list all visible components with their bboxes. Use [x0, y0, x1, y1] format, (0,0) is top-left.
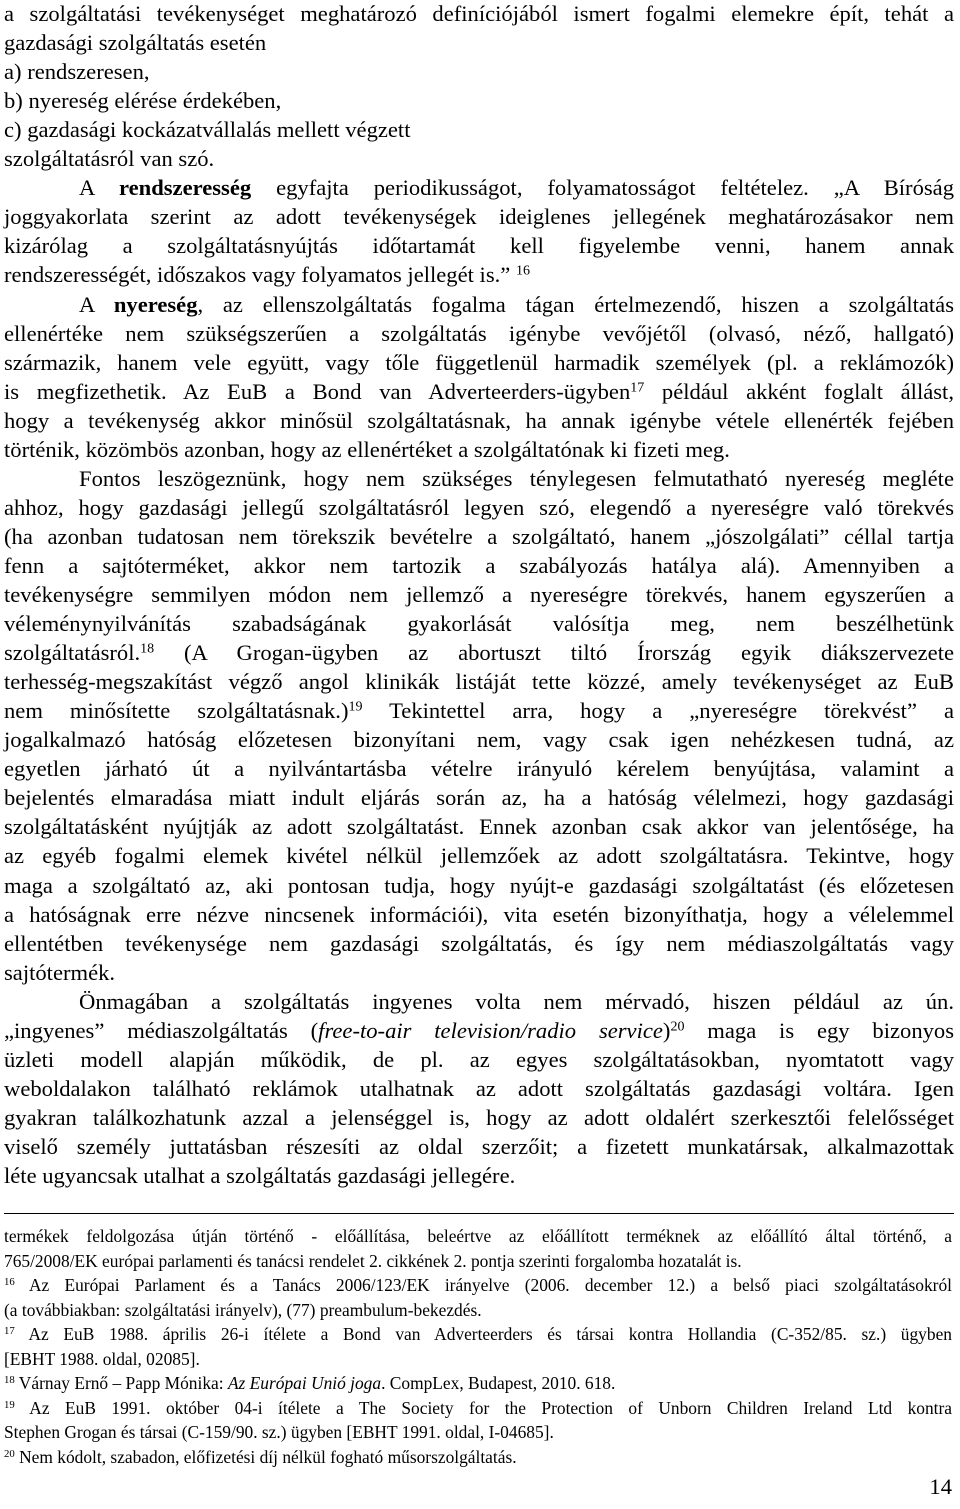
text-run: véleménynyilvánítás szabadságának gyakorlását valósítja meg, nem beszélhetünk: [4, 611, 954, 637]
text-run: nem minősítette szolgáltatásnak.): [4, 698, 349, 724]
text-run: gazdasági szolgáltatás esetén: [4, 30, 267, 56]
text-run: Stephen Grogan és társai (C-159/90. sz.) ügyben [EBHT 1991. oldal, I-04685].: [4, 1422, 554, 1442]
paragraph-line: [4, 930, 954, 958]
paragraph-line: [4, 378, 954, 406]
text-run: a szolgáltatási tevékenységet meghatározó definíciójából ismert fogalmi elemekre épít, tehát a: [4, 1, 954, 26]
paragraph-line: [4, 755, 954, 783]
bold-term: nyereség: [113, 291, 198, 317]
text-run: , az ellenszolgáltatás fogalma tágan értelmezendő, hiszen a szolgáltatás: [197, 291, 954, 317]
text-run: üzleti modell alapján működik, de pl. az egyes szolgáltatásokban, nyomtatott vagy: [4, 1046, 954, 1072]
text-run: 765/2008/EK európai parlamenti és tanácsi rendelet 2. cikkének 2. pontja szerinti forgalomba hozatalát is.: [4, 1250, 742, 1271]
paragraph-line: [4, 203, 954, 231]
paragraph-line: [4, 261, 530, 289]
text-run: terhesség-megszakítást végző angol klinikák listáját tette közzé, amely tevékenységet az EuB: [4, 669, 954, 695]
text-run: weboldalakon található reklámok utalhatnak az adott szolgáltatás gazdasági voltára. Igen: [4, 1075, 954, 1101]
text-run: A: [79, 175, 119, 201]
footnote-reference: 20: [670, 1019, 685, 1035]
paragraph-line: [4, 1104, 954, 1132]
paragraph-line: [4, 87, 281, 115]
text-run: gyakran találkozhatunk azzal a jelenséggel is, hogy az adott oldalért szerkesztői felelősséget: [4, 1104, 954, 1130]
footnote-line: [4, 1274, 952, 1296]
paragraph-line: [79, 988, 954, 1016]
text-run: Tekintettel arra, hogy a „nyereségre törekvést” a: [362, 698, 954, 724]
footnote-separator: [4, 1213, 954, 1214]
bold-term: rendszeresség: [118, 175, 252, 201]
footnote-reference: 19: [348, 699, 363, 715]
footnote-line: [4, 1299, 482, 1321]
text-run: Az EuB 1988. április 26-i ítélete a Bond van Adverteerders és társai kontra Hollandia (C-352/85. sz.) ügyben: [14, 1324, 952, 1344]
footnote-reference: 16: [515, 263, 530, 279]
text-run: történik, közömbös azonban, hogy az ellenértéket a szolgáltatónak ki fizeti meg.: [4, 436, 730, 462]
paragraph-line: [4, 320, 954, 348]
paragraph-line: [4, 436, 730, 464]
text-run: [EBHT 1988. oldal, 02085].: [4, 1348, 200, 1369]
paragraph-line: [4, 349, 954, 377]
text-run: Nem kódolt, szabadon, előfizetési díj nélkül fogható műsorszolgáltatás.: [14, 1446, 517, 1467]
footnote-reference: 17: [4, 1325, 15, 1338]
footnote-reference: 18: [4, 1374, 15, 1387]
text-run: egyetlen járható út a nyilvántartásba vételre irányuló kérelem benyújtása, valamint a: [4, 756, 954, 782]
text-run: b) nyereség elérése érdekében,: [4, 88, 282, 114]
text-run: „ingyenes” médiaszolgáltatás (: [4, 1017, 319, 1043]
text-run: jogalkalmazó hatóság előzetesen bizonyítani nem, vagy csak igen nehézkesen tudná, az: [4, 727, 954, 753]
footnote-line: [4, 1372, 615, 1394]
text-run: léte ugyancsak utalhat a szolgáltatás gazdasági jellegére.: [4, 1163, 516, 1188]
footnote-reference: 17: [630, 379, 645, 395]
text-run: is megfizethetik. Az EuB a Bond van Adverteerders-ügyben: [4, 378, 631, 404]
text-run: tevékenységre semmilyen módon nem jellemző a nyereségre törekvés, hanem egyszerűen a: [4, 582, 954, 607]
text-run: hogy a tevékenység akkor minősül szolgáltatásnak, ha annak igénybe vétele ellenérték fejében: [4, 407, 954, 433]
paragraph-line: [4, 872, 954, 900]
paragraph-line: [4, 668, 954, 696]
text-run: szolgáltatásról van szó.: [4, 146, 215, 172]
footnote-line: [4, 1225, 952, 1247]
paragraph-line: [4, 784, 954, 812]
text-run: Az EuB 1991. október 04-i ítélete a The Society for the Protection of Unborn Children Ireland Ltd kontra: [14, 1397, 952, 1418]
footnote-line: [4, 1323, 952, 1345]
text-run: kizárólag a szolgáltatásnyújtás időtartamát kell figyelembe venni, hanem annak: [4, 233, 954, 259]
text-run: a) rendszeresen,: [4, 59, 150, 85]
paragraph-line: [4, 726, 954, 754]
footnote-reference: 20: [4, 1447, 15, 1460]
text-run: szolgáltatásként nyújtják az adott szolgáltatást. Ennek azonban csak akkor van jelentősége, ha: [4, 814, 954, 840]
paragraph-line: [79, 291, 954, 319]
paragraph-line: [4, 494, 954, 522]
text-run: Az Európai Parlament és a Tanács 2006/123/EK irányelve (2006. december 12.) a belső piaci szolgáltatásokról: [14, 1275, 952, 1295]
footnote-reference: 19: [4, 1398, 15, 1411]
text-run: bejelentés elmaradása miatt indult eljárás során az, ha a hatóság vélelmezi, hogy gazdasági: [4, 785, 954, 811]
paragraph-line: [79, 174, 954, 202]
paragraph-line: [4, 610, 954, 638]
paragraph-line: [4, 145, 214, 173]
text-run: származik, hanem vele együtt, vagy tőle függetlenül harmadik személyek (pl. a reklámozók): [4, 349, 954, 375]
paragraph-line: [4, 116, 410, 144]
text-run: viselő személy juttatásban részesíti az oldal szerzőit; a fizetett munkatársak, alkalmazottak: [4, 1133, 954, 1159]
text-run: termékek feldolgozása útján történő - előállítása, beleértve az előállított terméknek az előállító által történő, a: [4, 1226, 952, 1246]
paragraph-line: [4, 407, 954, 435]
paragraph-line: [79, 465, 954, 493]
italic-text: Az Európai Unió joga: [227, 1373, 382, 1393]
text-run: például akként foglalt állást,: [644, 378, 954, 404]
paragraph-line: [4, 901, 954, 929]
text-run: c) gazdasági kockázatvállalás mellett végzett: [4, 117, 411, 143]
text-run: maga is egy bizonyos: [684, 1017, 954, 1043]
paragraph-line: [4, 639, 954, 667]
text-run: fenn a sajtóterméket, akkor nem tartozik a szabályozás hatálya alá). Amennyiben a: [4, 552, 954, 578]
text-run: a hatóságnak erre nézve nincsenek információi), vita esetén bizonyíthatja, hogy a vélelemmel: [4, 901, 954, 927]
footnote-reference: 18: [140, 641, 155, 657]
text-run: Fontos leszögeznünk, hogy nem szükséges ténylegesen felmutatható nyereség megléte: [79, 465, 954, 491]
paragraph-line: [4, 29, 266, 57]
footnote-line: [4, 1348, 200, 1370]
italic-text: free-to-air television/radio service: [318, 1017, 663, 1043]
text-run: az egyéb fogalmi elemek kivétel nélkül jellemzőek az adott szolgáltatásra. Tekintve, hogy: [4, 843, 954, 869]
text-run: sajtótermék.: [4, 959, 116, 985]
text-run: joggyakorlata szerint az adott tevékenységek ideiglenes jellegének meghatározásakor nem: [4, 204, 954, 230]
text-run: maga a szolgáltató az, aki pontosan tudja, hogy nyújt-e gazdasági szolgáltatást (és előzetesen: [4, 872, 954, 898]
paragraph-line: [4, 58, 150, 86]
text-run: egyfajta periodikusságot, folyamatosságot feltételez. „A Bíróság: [251, 175, 954, 201]
footnote-line: [4, 1250, 742, 1272]
paragraph-line: [4, 1133, 954, 1161]
paragraph-line: [4, 232, 954, 260]
paragraph-line: [4, 697, 954, 725]
text-run: rendszerességét, időszakos vagy folyamatos jellegét is.”: [4, 262, 516, 288]
text-run: ellentétben tevékenysége nem gazdasági szolgáltatás, és így nem médiaszolgáltatás vagy: [4, 930, 954, 956]
page-number: 14: [929, 1474, 952, 1499]
text-run: ): [662, 1017, 671, 1043]
paragraph-line: [4, 0, 954, 28]
text-run: (a továbbiakban: szolgáltatási irányelv), (77) preambulum-bekezdés.: [4, 1299, 482, 1320]
text-run: Várnay Ernő – Papp Mónika:: [14, 1373, 228, 1393]
footnote-line: [4, 1446, 517, 1468]
paragraph-line: [4, 813, 954, 841]
text-run: (A Grogan-ügyben az abortuszt tiltó Írország egyik diákszervezete: [154, 640, 954, 666]
paragraph-line: [4, 842, 954, 870]
text-run: (ha azonban tudatosan nem törekszik bevételre a szolgáltató, hanem „jószolgálati” céllal tartja: [4, 523, 954, 549]
footnote-reference: 16: [4, 1276, 15, 1289]
paragraph-line: [4, 1046, 954, 1074]
text-run: Önmagában a szolgáltatás ingyenes volta nem mérvadó, hiszen például az ún.: [79, 988, 954, 1014]
text-run: . CompLex, Budapest, 2010. 618.: [381, 1373, 616, 1393]
text-run: szolgáltatásról.: [4, 640, 141, 666]
text-run: ellenértéke nem szükségszerűen a szolgáltatás igénybe vevőjétől (olvasó, néző, hallgató): [4, 320, 954, 346]
paragraph-line: [4, 1162, 515, 1190]
text-run: A: [79, 291, 114, 317]
paragraph-line: [4, 1017, 954, 1045]
footnote-line: [4, 1421, 554, 1443]
paragraph-line: [4, 581, 954, 609]
text-run: ahhoz, hogy gazdasági jellegű szolgáltatásról legyen szó, elegendő a nyereségre való törekvés: [4, 494, 954, 520]
paragraph-line: [4, 523, 954, 551]
paragraph-line: [4, 552, 954, 580]
paragraph-line: [4, 1075, 954, 1103]
paragraph-line: [4, 959, 115, 987]
footnote-line: [4, 1397, 952, 1419]
